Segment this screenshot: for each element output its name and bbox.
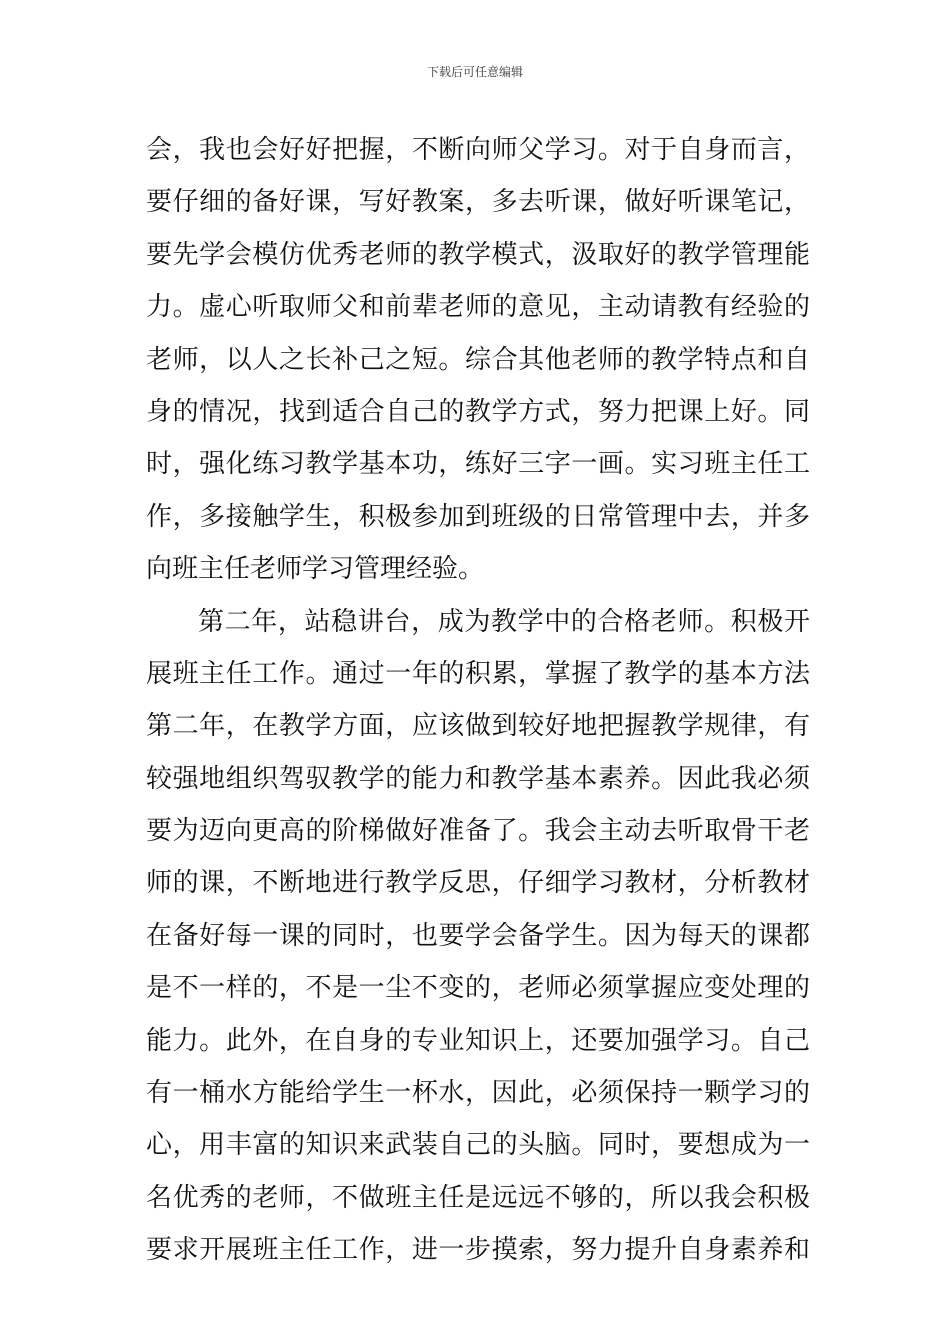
text-line: 心，用丰富的知识来武装自己的头脑。同时，要想成为一 — [146, 1130, 810, 1161]
text-line: 时，强化练习教学基本功，练好三字一画。实习班主任工 — [146, 449, 810, 480]
page-header: 下载后可任意编辑 — [426, 65, 523, 79]
text-line: 展班主任工作。通过一年的积累，掌握了教学的基本方法 — [146, 658, 810, 689]
text-line: 有一桶水方能给学生一杯水，因此，必须保持一颗学习的 — [146, 1078, 810, 1109]
text-line: 会，我也会好好把握，不断向师父学习。对于自身而言， — [146, 135, 810, 165]
text-line: 要仔细的备好课，写好教案，多去听课，做好听课笔记， — [146, 187, 810, 218]
text-line: 是不一样的，不是一尘不变的，老师必须掌握应变处理的 — [146, 973, 810, 1004]
text-line: 要先学会模仿优秀老师的教学模式，汲取好的教学管理能 — [146, 239, 810, 270]
text-line: 要为迈向更高的阶梯做好准备了。我会主动去听取骨干老 — [146, 816, 810, 847]
text-line: 第二年，在教学方面，应该做到较好地把握教学规律，有 — [146, 711, 810, 742]
text-line: 在备好每一课的同时，也要学会备学生。因为每天的课都 — [146, 920, 810, 951]
text-line: 要求开展班主任工作，进一步摸索，努力提升自身素养和 — [146, 1235, 810, 1266]
body-text — [146, 124, 810, 1277]
text-line: 师的课，不断地进行教学反思，仔细学习教材，分析教材 — [146, 868, 810, 899]
text-line: 名优秀的老师，不做班主任是远远不够的，所以我会积极 — [146, 1182, 810, 1213]
text-line: 作，多接触学生，积极参加到班级的日常管理中去，并多 — [146, 501, 810, 532]
text-line: 较强地组织驾驭教学的能力和教学基本素养。因此我必须 — [146, 763, 810, 794]
text-line: 身的情况，找到适合自己的教学方式，努力把课上好。同 — [146, 396, 810, 427]
text-line: 第二年，站稳讲台，成为教学中的合格老师。积极开 — [198, 606, 810, 637]
text-line: 能力。此外，在自身的专业知识上，还要加强学习。自己 — [146, 1025, 810, 1056]
text-line: 向班主任老师学习管理经验。 — [146, 554, 485, 585]
text-line: 力。虚心听取师父和前辈老师的意见，主动请教有经验的 — [146, 292, 810, 323]
text-line: 老师，以人之长补己之短。综合其他老师的教学特点和自 — [146, 344, 810, 375]
